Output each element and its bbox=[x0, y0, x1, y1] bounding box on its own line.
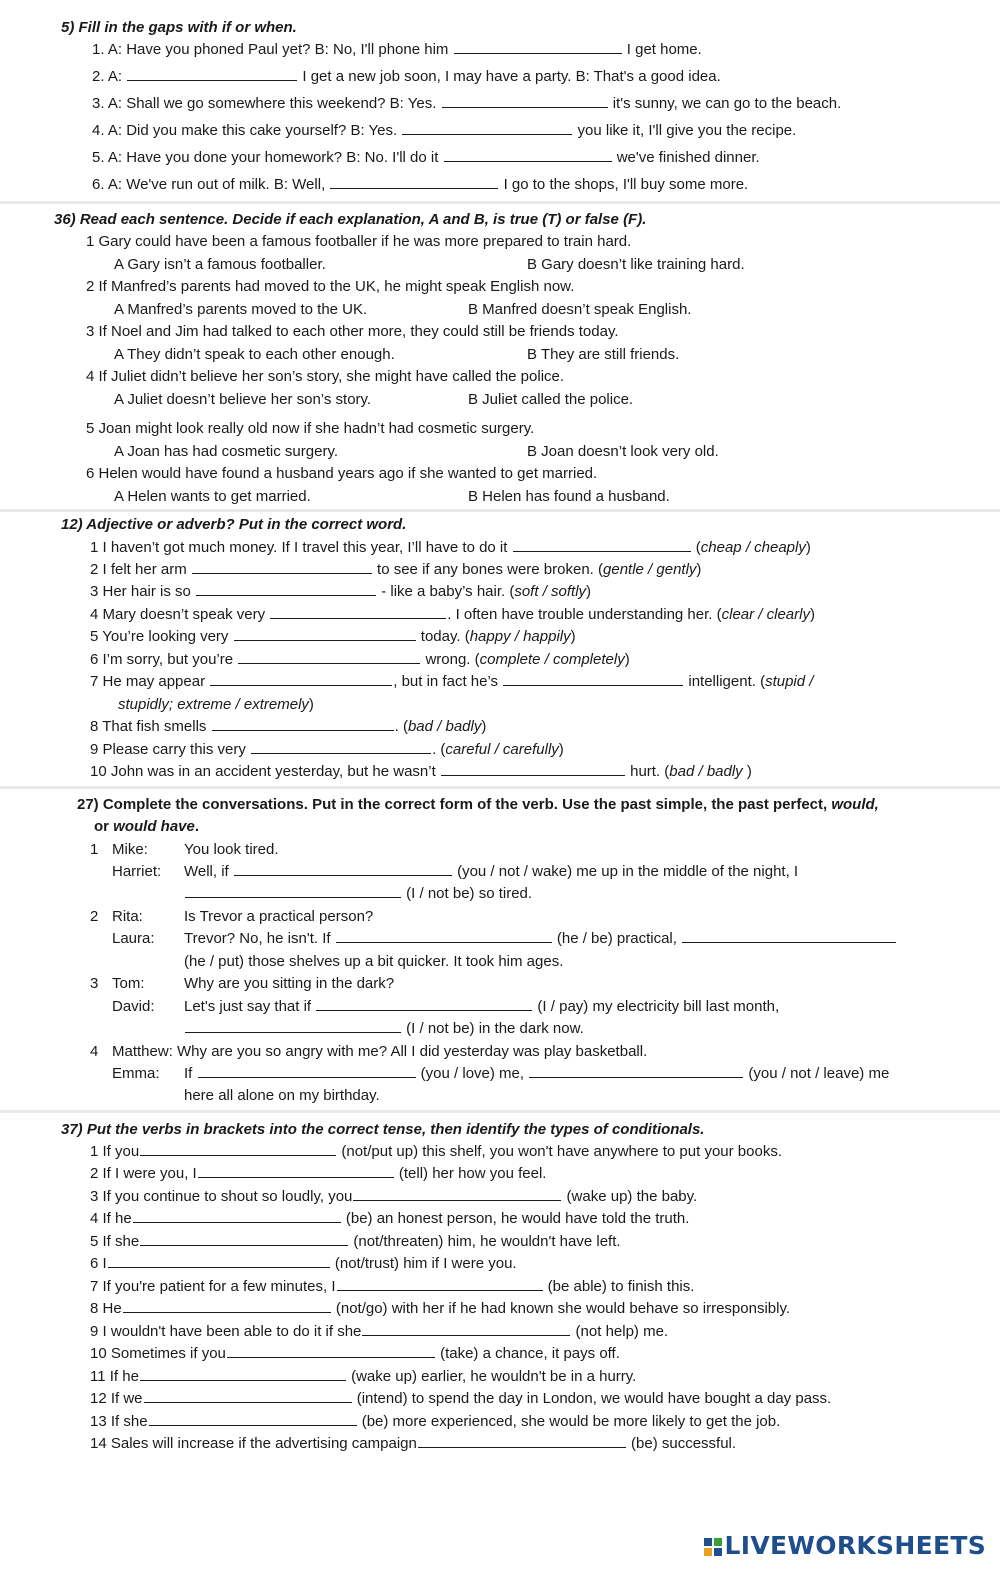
answer-blank[interactable] bbox=[212, 716, 394, 731]
s36-option-b-2: B Manfred doesn’t speak English. bbox=[468, 301, 692, 318]
s37-item-3: 3 If you continue to shout so loudly, you (wake up) the baby. bbox=[90, 1188, 698, 1205]
answer-blank[interactable] bbox=[227, 1343, 435, 1358]
c2-line-2: Trevor? No, he isn't. If (he / be) practical, bbox=[184, 928, 897, 950]
answer-blank[interactable] bbox=[336, 928, 552, 943]
s36-option-a-4: A Juliet doesn’t believe her son’s story. bbox=[114, 391, 372, 408]
s37-item-9: 9 I wouldn't have been able to do it if she (not help) me. bbox=[90, 1323, 669, 1340]
answer-blank[interactable] bbox=[234, 626, 416, 641]
answer-blank[interactable] bbox=[353, 1186, 561, 1201]
c3-line-1: Why are you sitting in the dark? bbox=[184, 975, 395, 992]
answer-blank[interactable] bbox=[418, 1433, 626, 1448]
c2-line-1: Is Trevor a practical person? bbox=[184, 908, 374, 925]
s36-sentence-1: 1 Gary could have been a famous footballer if he was more prepared to train hard. bbox=[86, 233, 632, 250]
answer-blank[interactable] bbox=[513, 537, 691, 552]
answer-blank[interactable] bbox=[442, 93, 608, 108]
answer-blank[interactable] bbox=[402, 120, 572, 135]
s37-item-4: 4 If he (be) an honest person, he would have told the truth. bbox=[90, 1210, 690, 1227]
s12-item-4: 4 Mary doesn’t speak very . I often have trouble understanding her. (clear / clearly) bbox=[90, 606, 815, 623]
s12-item-8: 8 That fish smells . (bad / badly) bbox=[90, 718, 487, 735]
s36-option-b-1: B Gary doesn’t like training hard. bbox=[527, 256, 745, 273]
s12-item-1: 1 I haven’t got much money. If I travel this year, I’ll have to do it (cheap / cheaply) bbox=[90, 539, 811, 556]
s12-item-2: 2 I felt her arm to see if any bones were broken. (gentle / gently) bbox=[90, 561, 702, 578]
answer-blank[interactable] bbox=[185, 883, 401, 898]
s36-option-a-3: A They didn’t speak to each other enough. bbox=[114, 346, 395, 363]
c2-number: 2 bbox=[90, 908, 99, 925]
liveworksheets-logo: LIVEWORKSHEETS bbox=[704, 1535, 986, 1557]
answer-blank[interactable] bbox=[441, 761, 625, 776]
s5-item-5: 5. A: Have you done your homework? B: No. I'll do it we've finished dinner. bbox=[92, 149, 760, 166]
answer-blank[interactable] bbox=[270, 604, 446, 619]
s37-item-12: 12 If we (intend) to spend the day in London, we would have bought a day pass. bbox=[90, 1390, 832, 1407]
answer-blank[interactable] bbox=[529, 1063, 743, 1078]
s12-item-9: 9 Please carry this very . (careful / carefully) bbox=[90, 741, 564, 758]
s36-sentence-3: 3 If Noel and Jim had talked to each other more, they could still be friends today. bbox=[86, 323, 619, 340]
c1-line-3: (I / not be) so tired. bbox=[184, 883, 532, 905]
c4-number: 4 bbox=[90, 1043, 99, 1060]
c4-line-3: here all alone on my birthday. bbox=[184, 1087, 380, 1104]
s5-item-2: 2. A: I get a new job soon, I may have a party. B: That's a good idea. bbox=[92, 68, 721, 85]
s5-item-1: 1. A: Have you phoned Paul yet? B: No, I'll phone him I get home. bbox=[92, 41, 702, 58]
answer-blank[interactable] bbox=[198, 1063, 416, 1078]
s36-sentence-2: 2 If Manfred’s parents had moved to the UK, he might speak English now. bbox=[86, 278, 575, 295]
s12-item-5: 5 You’re looking very today. (happy / happily) bbox=[90, 628, 576, 645]
s37-item-1: 1 If you (not/put up) this shelf, you won't have anywhere to put your books. bbox=[90, 1143, 782, 1160]
s36-option-a-2: A Manfred’s parents moved to the UK. bbox=[114, 301, 368, 318]
s36-option-a-1: A Gary isn’t a famous footballer. bbox=[114, 256, 326, 273]
divider bbox=[0, 786, 1000, 789]
s37-item-5: 5 If she (not/threaten) him, he wouldn't have left. bbox=[90, 1233, 621, 1250]
s12-item-6: 6 I’m sorry, but you’re wrong. (complete / completely) bbox=[90, 651, 630, 668]
answer-blank[interactable] bbox=[198, 1163, 394, 1178]
c2-line-3: (he / put) those shelves up a bit quicker. It took him ages. bbox=[184, 953, 564, 970]
s37-item-6: 6 I (not/trust) him if I were you. bbox=[90, 1255, 517, 1272]
c1-line-2: Well, if (you / not / wake) me up in the middle of the night, I bbox=[184, 863, 799, 880]
answer-blank[interactable] bbox=[127, 66, 297, 81]
c3-speaker-2: David: bbox=[112, 998, 155, 1015]
c1-number: 1 bbox=[90, 841, 99, 858]
s36-option-a-5: A Joan has had cosmetic surgery. bbox=[114, 443, 339, 460]
s37-item-11: 11 If he (wake up) earlier, he wouldn't be in a hurry. bbox=[90, 1368, 637, 1385]
answer-blank[interactable] bbox=[123, 1298, 331, 1313]
answer-blank[interactable] bbox=[140, 1231, 348, 1246]
answer-blank[interactable] bbox=[149, 1411, 357, 1426]
answer-blank[interactable] bbox=[210, 671, 392, 686]
section-27-title: 27) Complete the conversations. Put in the correct form of the verb. Use the past simple, the past perfect, would, bbox=[77, 796, 879, 813]
c4-line-1: Matthew: Why are you so angry with me? All I did yesterday was play basketball. bbox=[112, 1043, 648, 1060]
answer-blank[interactable] bbox=[133, 1208, 341, 1223]
section-36-title: 36) Read each sentence. Decide if each explanation, A and B, is true (T) or false (F). bbox=[54, 211, 647, 228]
answer-blank[interactable] bbox=[140, 1141, 336, 1156]
answer-blank[interactable] bbox=[192, 559, 372, 574]
divider bbox=[0, 509, 1000, 512]
answer-blank[interactable] bbox=[196, 581, 376, 596]
liveworksheets-logo-icon bbox=[704, 1538, 722, 1556]
s37-item-14: 14 Sales will increase if the advertising campaign (be) successful. bbox=[90, 1435, 737, 1452]
answer-blank[interactable] bbox=[337, 1276, 543, 1291]
s37-item-8: 8 He (not/go) with her if he had known she would behave so irresponsibly. bbox=[90, 1300, 791, 1317]
s36-option-b-5: B Joan doesn’t look very old. bbox=[527, 443, 719, 460]
answer-blank[interactable] bbox=[503, 671, 683, 686]
section-12-title: 12) Adjective or adverb? Put in the correct word. bbox=[61, 516, 407, 533]
s5-item-4: 4. A: Did you make this cake yourself? B: Yes. you like it, I'll give you the recipe. bbox=[92, 122, 797, 139]
s36-option-b-6: B Helen has found a husband. bbox=[468, 488, 670, 505]
s37-item-10: 10 Sometimes if you (take) a chance, it pays off. bbox=[90, 1345, 620, 1362]
s37-item-7: 7 If you're patient for a few minutes, I (be able) to finish this. bbox=[90, 1278, 695, 1295]
section-5-title: 5) Fill in the gaps with if or when. bbox=[61, 19, 297, 36]
answer-blank[interactable] bbox=[454, 39, 622, 54]
s12-item-3: 3 Her hair is so - like a baby’s hair. (soft / softly) bbox=[90, 583, 592, 600]
s37-item-13: 13 If she (be) more experienced, she would be more likely to get the job. bbox=[90, 1413, 781, 1430]
divider bbox=[0, 1110, 1000, 1113]
c3-speaker-1: Tom: bbox=[112, 975, 145, 992]
c4-speaker-2: Emma: bbox=[112, 1065, 160, 1082]
answer-blank[interactable] bbox=[108, 1253, 330, 1268]
answer-blank[interactable] bbox=[444, 147, 612, 162]
s12-item-7: 7 He may appear , but in fact he’s intelligent. (stupid / bbox=[90, 673, 814, 690]
s5-item-6: 6. A: We've run out of milk. B: Well, I go to the shops, I'll buy some more. bbox=[92, 176, 749, 193]
c3-line-3: (I / not be) in the dark now. bbox=[184, 1018, 584, 1040]
answer-blank[interactable] bbox=[316, 996, 532, 1011]
s36-sentence-5: 5 Joan might look really old now if she hadn’t had cosmetic surgery. bbox=[86, 420, 535, 437]
s5-item-3: 3. A: Shall we go somewhere this weekend? B: Yes. it's sunny, we can go to the beach. bbox=[92, 95, 842, 112]
answer-blank[interactable] bbox=[144, 1388, 352, 1403]
s36-sentence-4: 4 If Juliet didn’t believe her son’s story, she might have called the police. bbox=[86, 368, 565, 385]
s36-option-a-6: A Helen wants to get married. bbox=[114, 488, 311, 505]
answer-blank[interactable] bbox=[330, 174, 498, 189]
section-37-title: 37) Put the verbs in brackets into the correct tense, then identify the types of conditionals. bbox=[61, 1121, 705, 1138]
answer-blank[interactable] bbox=[251, 739, 431, 754]
divider bbox=[0, 201, 1000, 204]
s36-sentence-6: 6 Helen would have found a husband years ago if she wanted to get married. bbox=[86, 465, 598, 482]
section-27-title-cont: or would have. bbox=[94, 818, 200, 835]
answer-blank[interactable] bbox=[234, 861, 452, 876]
s12-item-10: 10 John was in an accident yesterday, but he wasn’t hurt. (bad / badly ) bbox=[90, 763, 752, 780]
answer-blank[interactable] bbox=[185, 1018, 401, 1033]
c2-speaker-1: Rita: bbox=[112, 908, 143, 925]
s36-option-b-3: B They are still friends. bbox=[527, 346, 680, 363]
c3-number: 3 bbox=[90, 975, 99, 992]
c1-speaker-1: Mike: bbox=[112, 841, 148, 858]
s37-item-2: 2 If I were you, I (tell) her how you feel. bbox=[90, 1165, 547, 1182]
answer-blank[interactable] bbox=[140, 1366, 346, 1381]
s12-item-7-cont: stupidly; extreme / extremely) bbox=[118, 696, 314, 713]
c2-speaker-2: Laura: bbox=[112, 930, 155, 947]
c4-line-2: If (you / love) me, (you / not / leave) me bbox=[184, 1065, 890, 1082]
c1-line-1: You look tired. bbox=[184, 841, 279, 858]
s36-option-b-4: B Juliet called the police. bbox=[468, 391, 634, 408]
c1-speaker-2: Harriet: bbox=[112, 863, 162, 880]
answer-blank[interactable] bbox=[362, 1321, 570, 1336]
answer-blank[interactable] bbox=[682, 928, 896, 943]
c3-line-2: Let's just say that if (I / pay) my electricity bill last month, bbox=[184, 998, 780, 1015]
answer-blank[interactable] bbox=[238, 649, 420, 664]
